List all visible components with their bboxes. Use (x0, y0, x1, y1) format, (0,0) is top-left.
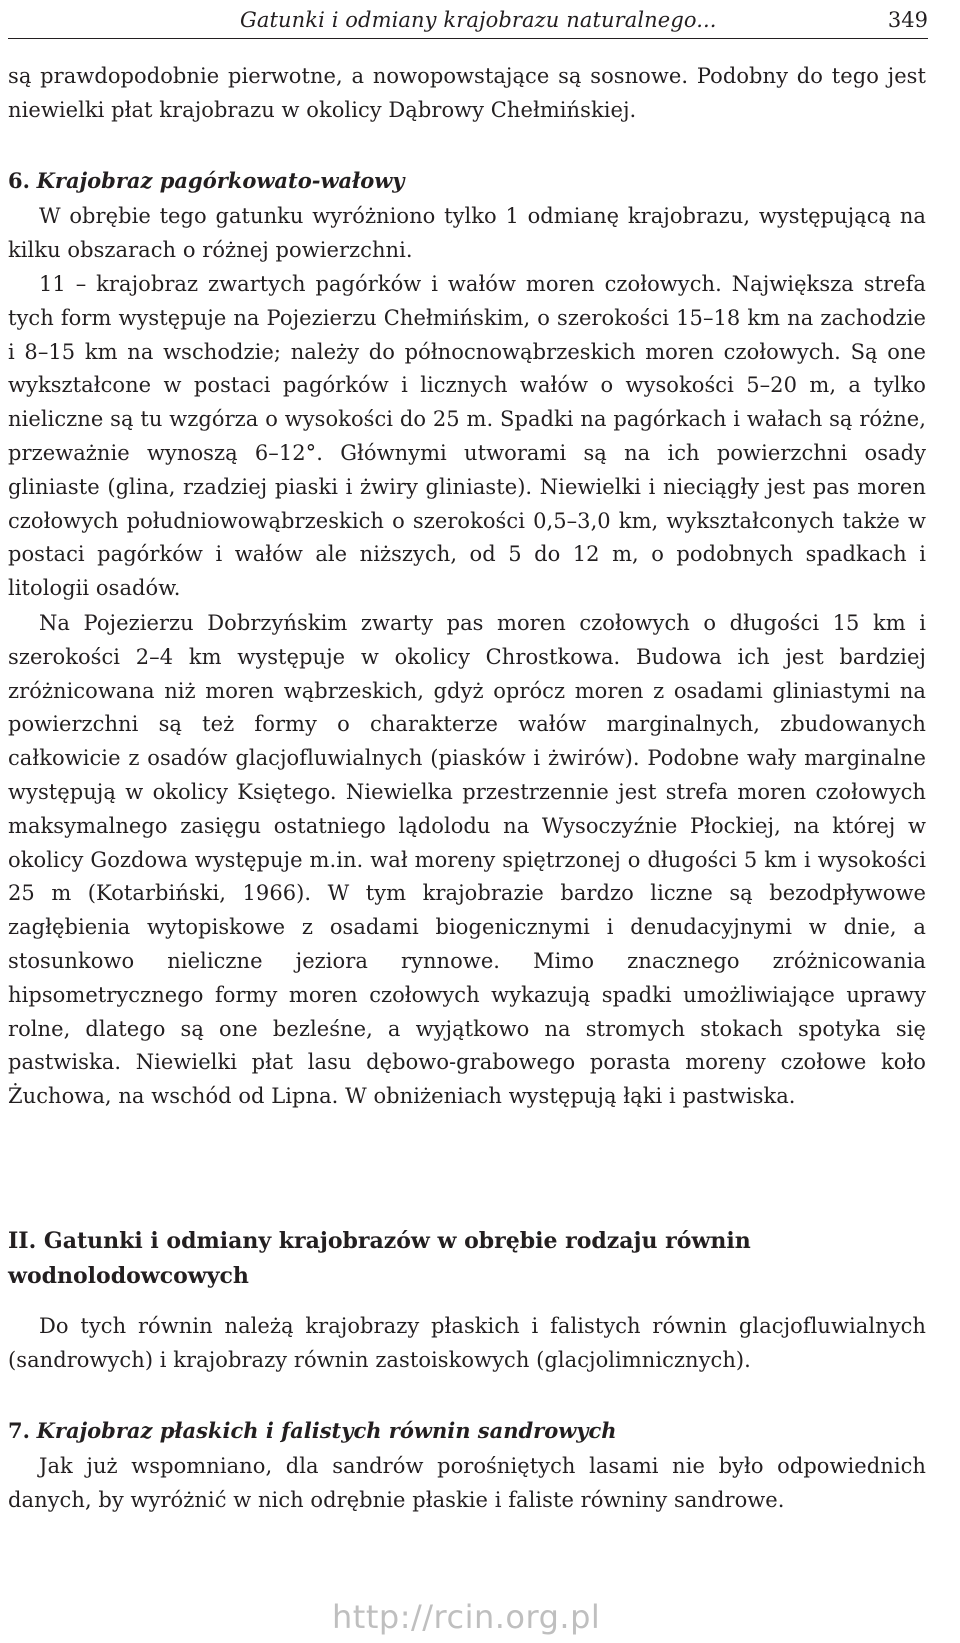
section-7-heading (8, 1414, 926, 1449)
page-number: 349 (887, 8, 928, 32)
section-6-heading (8, 164, 926, 199)
source-url: http://rcin.org.pl (332, 1598, 601, 1636)
section-7-title: Krajobraz płaskich i falistych równin sandrowych (36, 1418, 617, 1443)
section-7-paragraph: Jak już wspomniano, dla sandrów porośniętych lasami nie było odpowiednich danych, by wyróżnić w nich odrębnie płaskie i faliste równiny sandrowe. (8, 1454, 926, 1512)
section-6-title: Krajobraz pagórkowato-wałowy (36, 168, 405, 193)
part-ii-paragraph: Do tych równin należą krajobrazy płaskich i falistych równin glacjofluwialnych (sandrowych) i krajobrazy równin zastoiskowych (glacjolimnicznych). (8, 1314, 926, 1372)
running-title: Gatunki i odmiany krajobrazu naturalnego... (240, 8, 717, 32)
section-6-paragraph-1: W obrębie tego gatunku wyróżniono tylko 1 odmianę krajobrazu, występującą na kilku obszarach o różnej powierzchni. (8, 204, 926, 262)
part-ii-heading (8, 1224, 926, 1294)
part-ii-number: II. (8, 1228, 37, 1254)
intro-paragraph: są prawdopodobnie pierwotne, a nowopowstające są sosnowe. Podobny do tego jest niewielki płat krajobrazu w okolicy Dąbrowy Chełmińskiej. (8, 64, 926, 122)
running-header (8, 8, 928, 39)
section-6-number: 6. (8, 168, 30, 193)
section-6-paragraph-3: Na Pojezierzu Dobrzyńskim zwarty pas moren czołowych o długości 15 km i szerokości 2–4 km występuje w okolicy Chrostkowa. Budowa ich jest bardziej zróżnicowana niż moren wąbrzeskich, gdyż oprócz moren z osadami gliniastymi na powierzchni są też formy o charakterze wałów marginalnych, zbudowanych całkowicie z osadów glacjofluwialnych (piasków i żwirów). Podobne wały marginalne występują w okolicy Księtego. Niewielka przestrzennie jest strefa moren czołowych maksymalnego zasięgu ostatniego lądolodu na Wysoczyźnie Płockiej, na której w okolicy Gozdowa występuje m.in. wał moreny spiętrzonej o długości 5 km i wysokości 25 m (Kotarbiński, 1966). W tym krajobrazie bardzo liczne są bezodpływowe zagłębienia wytopiskowe z osadami biogenicznymi i denudacyjnymi w dnie, a stosunkowo nieliczne jeziora rynnowe. Mimo znacznego zróżnicowania hipsometrycznego formy moren czołowych wykazują spadki umożliwiające uprawy rolne, dlatego są one bezleśne, a wyjątkowo na stromych stokach spotyka się pastwiska. Niewielki płat lasu dębowo-grabowego porasta moreny czołowe koło Żuchowa, na wschód od Lipna. W obniżeniach występują łąki i pastwiska. (8, 611, 926, 1109)
part-ii-title: Gatunki i odmiany krajobrazów w obrębie rodzaju równin wodnolodowcowych (8, 1228, 751, 1289)
section-6-paragraph-2: 11 – krajobraz zwartych pagórków i wałów moren czołowych. Największa strefa tych form występuje na Pojezierzu Chełmińskim, o szerokości 15–18 km na zachodzie i 8–15 km na wschodzie; należy do północnowąbrzeskich moren czołowych. Są one wykształcone w postaci pagórków i licznych wałów o wysokości 5–20 m, a tylko nieliczne są tu wzgórza o wysokości do 25 m. Spadki na pagórkach i wałach są różne, przeważnie wynoszą 6–12°. Głównymi utworami są na ich powierzchni osady gliniaste (glina, rzadziej piaski i żwiry gliniaste). Niewielki i nieciągły jest pas moren czołowych południowowąbrzeskich o szerokości 0,5–3,0 km, wykształconych także w postaci pagórków i wałów ale niższych, od 5 do 12 m, o podobnych spadkach i litologii osadów. (8, 272, 926, 601)
section-7-number: 7. (8, 1418, 30, 1443)
